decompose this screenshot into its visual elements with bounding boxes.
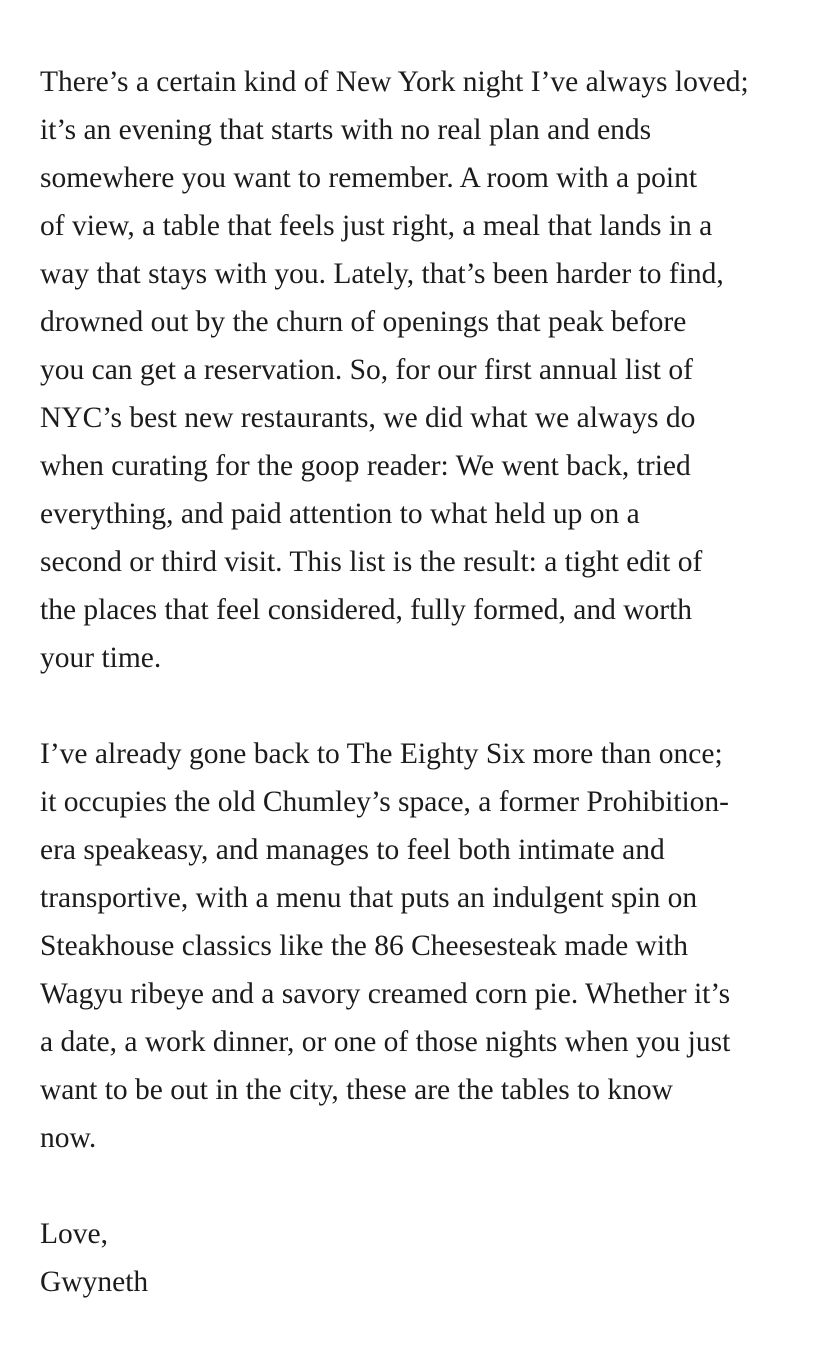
text-line: the places that feel considered, fully formed, and worth (40, 594, 693, 626)
text-line: drowned out by the churn of openings that peak before (40, 306, 687, 338)
text-line: it occupies the old Chumley’s space, a former Prohibition- (40, 786, 730, 818)
text-line: you can get a reservation. So, for our first annual list of (40, 354, 693, 386)
text-line: way that stays with you. Lately, that’s been harder to find, (40, 258, 724, 290)
text-line: everything, and paid attention to what held up on a (40, 498, 640, 530)
text-line: There’s a certain kind of New York night I’ve always loved; (40, 66, 749, 98)
paragraph-intro (40, 58, 800, 682)
text-line: your time. (40, 642, 162, 674)
signoff-closing: Love, (40, 1218, 108, 1250)
text-line: I’ve already gone back to The Eighty Six more than once; (40, 738, 723, 770)
text-line: now. (40, 1122, 97, 1154)
text-line: NYC’s best new restaurants, we did what we always do (40, 402, 696, 434)
signoff (40, 1210, 800, 1306)
text-line: Steakhouse classics like the 86 Cheesesteak made with (40, 930, 689, 962)
text-line: when curating for the goop reader: We went back, tried (40, 450, 691, 482)
text-line: want to be out in the city, these are the tables to know (40, 1074, 673, 1106)
text-line: it’s an evening that starts with no real plan and ends (40, 114, 652, 146)
letter-body (40, 58, 800, 1306)
text-line: transportive, with a menu that puts an indulgent spin on (40, 882, 698, 914)
signoff-name: Gwyneth (40, 1266, 149, 1298)
text-line: of view, a table that feels just right, a meal that lands in a (40, 210, 713, 242)
text-line: a date, a work dinner, or one of those nights when you just (40, 1026, 731, 1058)
text-line: second or third visit. This list is the result: a tight edit of (40, 546, 703, 578)
text-line: somewhere you want to remember. A room with a point (40, 162, 698, 194)
text-line: era speakeasy, and manages to feel both intimate and (40, 834, 665, 866)
text-line: Wagyu ribeye and a savory creamed corn pie. Whether it’s (40, 978, 731, 1010)
paragraph-eighty-six (40, 730, 800, 1162)
